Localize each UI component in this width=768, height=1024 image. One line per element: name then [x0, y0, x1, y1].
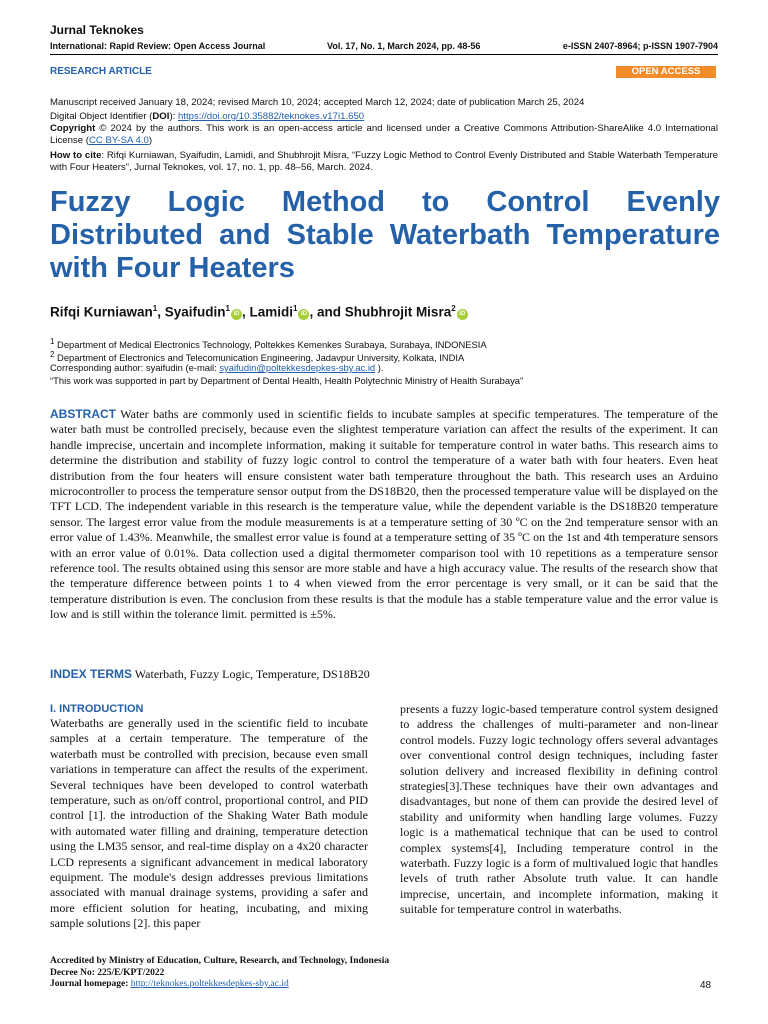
copyright-notice	[50, 123, 718, 146]
issn-info: e-ISSN 2407-8964; p-ISSN 1907-7904	[562, 41, 718, 51]
journal-name: Jurnal Teknokes	[50, 23, 144, 37]
body-paragraph: Waterbaths are generally used in the scientific field to incubate samples at a certain temperature. The temperature of the waterbath must be controlled with precision, because even small variations in temperature can affect the results of the experiment. Several techniques have been developed to control waterbath temperature, such as on/off control, proportional control, and PID control [1]. the introduction of the Shaking Water Bath module with automated water filling and draining, temperature detection using the LM35 sensor, and real-time display on a 4x20 character LCD represents a significant advancement in medical laboratory equipment. The module's design addresses previous limitations associated with manual drainage systems, providing a safer and more efficient solution for heating, incubating, and mixing sample solutions [2]. this paper	[50, 716, 368, 931]
corresponding-end: ).	[375, 362, 384, 373]
cite-text: : Rifqi Kurniawan, Syaifudin, Lamidi, and Shubhrojit Misra, “Fuzzy Logic Method to Control Evenly Distributed and Stable Waterbath Temperature with Four Heaters”, Jurnal Teknokes, vol. 17, no. 1, pp. 48–56, March. 2024.	[50, 150, 718, 173]
index-terms-text: Waterbath, Fuzzy Logic, Temperature, DS18B20	[132, 667, 370, 681]
doi-link[interactable]: https://doi.org/10.35882/teknokes.v17i1.650	[177, 111, 365, 122]
corresponding-author	[50, 362, 718, 374]
title-line: with Four Heaters	[50, 252, 295, 284]
author-affiliation-mark: 2	[451, 304, 456, 313]
license-link[interactable]: CC BY-SA 4.0	[88, 134, 149, 146]
author-affiliation-mark: 1	[292, 304, 298, 313]
affiliation-mark: 2	[50, 350, 55, 359]
author-separator: , and	[309, 304, 345, 320]
article-title	[50, 186, 720, 285]
author-separator: ,	[157, 304, 165, 320]
abstract-label: ABSTRACT	[50, 407, 116, 421]
author-affiliation-mark: 1	[225, 304, 230, 313]
body-column-left	[50, 702, 368, 932]
author-separator: ,	[241, 304, 250, 320]
author-name: Lamidi	[249, 304, 293, 320]
homepage-line	[50, 979, 389, 991]
orcid-icon[interactable]: iD	[298, 309, 309, 320]
journal-subtitle: International: Rapid Review: Open Access Journal	[50, 41, 266, 51]
open-access-badge: OPEN ACCESS	[616, 66, 716, 78]
cite-label: How to cite	[50, 150, 102, 161]
abstract	[50, 407, 718, 623]
page-footer	[50, 956, 389, 991]
affiliation-text: Department of Medical Electronics Technology, Poltekkes Kemenkes Surabaya, Surabaya, INDONESIA	[54, 339, 487, 351]
title-line: Distributed and Stable Waterbath Temperature	[50, 219, 720, 251]
corresponding-label: Corresponding author: syaifudin (e-mail:	[50, 362, 220, 373]
homepage-link[interactable]: http://teknokes.poltekkesdepkes-sby.ac.id	[130, 979, 289, 989]
affiliation-mark: 1	[50, 337, 55, 346]
body-paragraph: presents a fuzzy logic-based temperature control system designed to address the challenges of multi-parameter and non-linear control models. Fuzzy logic technology offers several advantages over conventional control design techniques, including faster solution delivery and increased flexibility in defining control strategies[3].These techniques have their own advantages and disadvantages, but none of them can provide the desired level of stability and uniformity when handling large volumes. Fuzzy logic is a mathematical technique that can be used to control complex systems[4], Including temperature control in the waterbath. Fuzzy logic is a form of multivalued logic that handles levels of truth rather Absolute truth value. It can handle imprecise, uncertain, and incomplete information, making it suitable for temperature control in waterbaths.	[400, 702, 718, 917]
doi-label-bold: DOI	[152, 111, 170, 122]
corresponding-email-link[interactable]: syaifudin@poltekkesdepkes-sby.ac.id	[219, 362, 376, 373]
affiliation-text: Department of Electronics and Telecomunication Engineering, Jadavpur University, Kolkata, INDIA	[54, 352, 465, 364]
accreditation: Accredited by Ministry of Education, Culture, Research, and Technology, Indonesia	[50, 956, 390, 966]
section-heading: I. INTRODUCTION	[50, 703, 144, 715]
article-type: RESEARCH ARTICLE	[50, 66, 152, 77]
homepage-label: Journal homepage:	[50, 979, 131, 989]
volume-info: Vol. 17, No. 1, March 2024, pp. 48-56	[327, 41, 481, 51]
copyright-label: Copyright	[50, 123, 96, 134]
index-terms-label: INDEX TERMS	[50, 667, 133, 681]
copyright-text: © 2024 by the authors. This work is an open-access article and licensed under a Creative Commons Attribution-ShareAlike 4.0 International License (	[50, 123, 718, 146]
doi-label: Digital Object Identifier (	[50, 111, 153, 122]
author-name: Rifqi Kurniawan	[50, 304, 153, 320]
abstract-text: Water baths are commonly used in scientific fields to incubate samples at specific temperatures. The temperature of the water bath must be controlled precisely, because even the slightest temperature variation can affect the results of the experiment. It can handle imprecise, uncertain and incomplete information, making it suitable for temperature control in water baths. This research aims to determine the distribution and stability of fuzzy logic control to control the temperature of a water bath with four heaters. Even heat distribution from the four heaters will ensure consistent water bath temperature throughout the bath. This research uses an Arduino microcontroller to process the temperature sensor output from the DS18B20, then the processed temperature value will be displayed on the TFT LCD. The independent variable in this research is the temperature value, while the dependent variable is the DS18B20 temperature sensor. The largest error value from the module measurements is at a temperature setting of 30 ºC on the 2nd temperature sensor with an error value of 1.43%. Meanwhile, the smallest error value is found at a temperature setting of 35 ºC on the 1st and 4th temperature sensors with an error value of 0.01%. Data collection used a digital thermometer comparison tool with 10 repetitions as a temperature sensor reference tool. The results obtained using this sensor are more stable and have a high accuracy value. The results of the research show that the temperature difference between points 1 to 4 when viewed from the error percentage is very small, or it can be said that the temperature distribution is even. The conclusion from these results is that the module has a stable temperature value and the error value is low and is still within the tolerance limit. permitted is ±5%.	[50, 407, 718, 622]
decree-number: Decree No: 225/E/KPT/2022	[50, 967, 165, 978]
how-to-cite	[50, 150, 718, 173]
author-affiliation-mark: 1	[152, 304, 158, 313]
author-name: Shubhrojit Misra	[344, 304, 452, 320]
header-divider	[50, 54, 718, 55]
page-number: 48	[700, 980, 712, 991]
index-terms	[50, 667, 370, 682]
copyright-end: )	[148, 134, 153, 146]
funding-note: “This work was supported in part by Department of Dental Health, Health Polytechnic Ministry of Health Surabaya”	[50, 375, 524, 386]
author-list	[50, 304, 468, 320]
author-name: Syaifudin	[164, 304, 226, 320]
orcid-icon[interactable]: iD	[231, 309, 242, 320]
doi-label-end: ):	[169, 111, 178, 122]
orcid-icon[interactable]: iD	[457, 309, 468, 320]
title-line: Fuzzy Logic Method to Control Evenly	[50, 186, 720, 218]
body-column-right	[400, 702, 718, 918]
doi-line	[50, 111, 718, 123]
manuscript-dates: Manuscript received January 18, 2024; revised March 10, 2024; accepted March 12, 2024; date of publication March 25, 2024	[50, 97, 585, 108]
